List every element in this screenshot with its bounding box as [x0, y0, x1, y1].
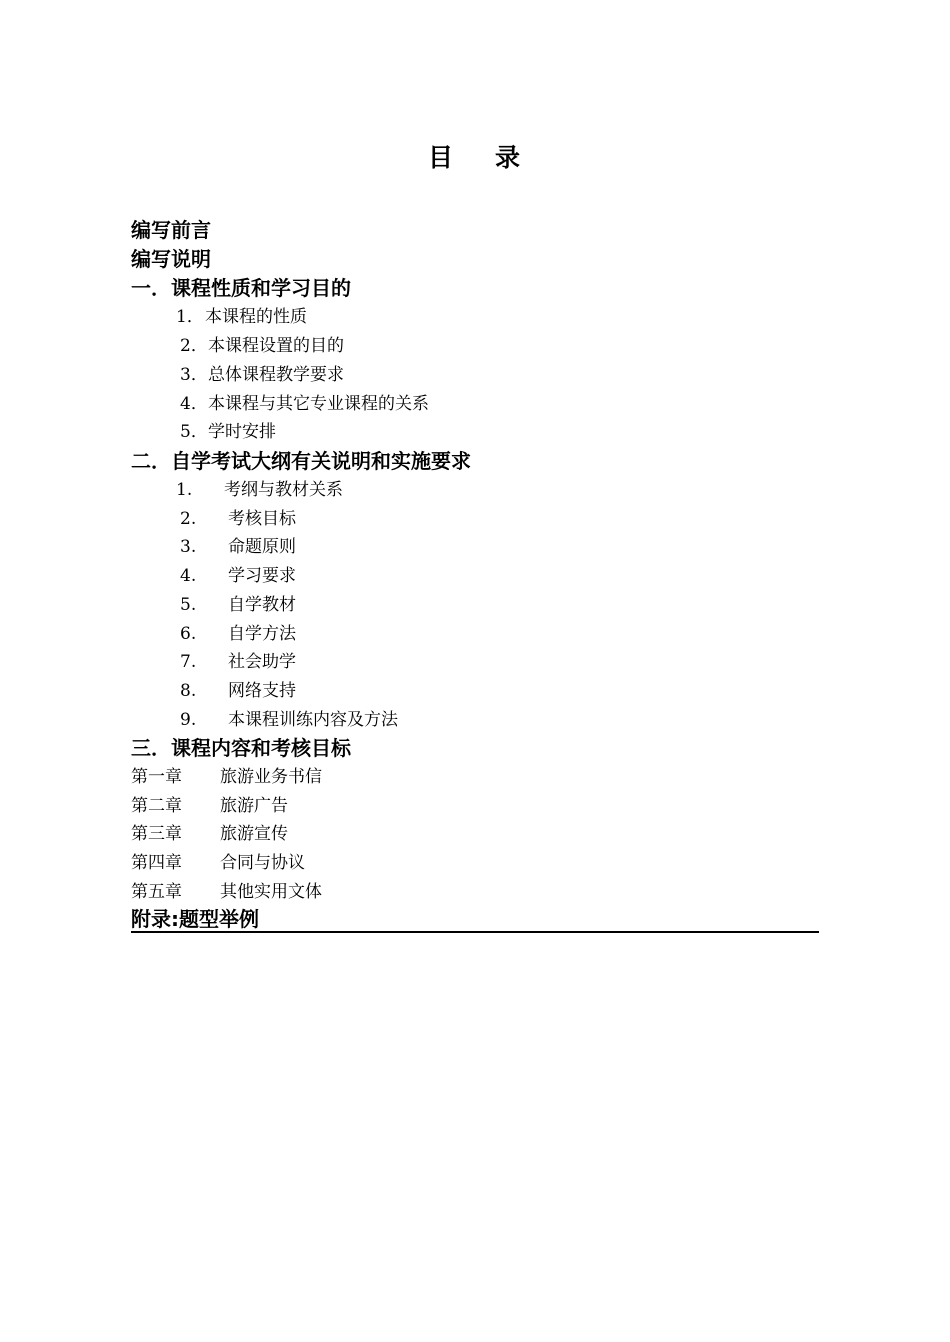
toc-chapter-label: 其他实用文体 — [220, 882, 322, 902]
toc-item-number: 8. — [180, 681, 197, 701]
toc-chapter[interactable] — [131, 877, 322, 902]
toc-item[interactable] — [180, 590, 296, 615]
toc-item-number: 1. — [176, 480, 193, 500]
toc-item-label: 考纲与教材关系 — [224, 480, 343, 500]
toc-section-2-heading[interactable]: 二．自学考试大纲有关说明和实施要求 — [131, 449, 471, 473]
toc-item-label: 本课程训练内容及方法 — [228, 710, 398, 730]
toc-item-number: 4． — [180, 394, 208, 414]
toc-section-1-heading[interactable]: 一．课程性质和学习目的 — [131, 276, 351, 300]
toc-chapter-number: 第三章 — [131, 824, 182, 844]
toc-item-label: 本课程的性质 — [205, 307, 307, 327]
toc-item[interactable] — [180, 331, 344, 356]
toc-chapter-number: 第四章 — [131, 853, 182, 873]
toc-chapter-number: 第二章 — [131, 796, 182, 816]
toc-item-label: 自学教材 — [228, 595, 296, 615]
toc-item-number: 5． — [180, 422, 208, 442]
toc-item[interactable] — [180, 705, 398, 730]
bottom-rule — [131, 931, 819, 933]
toc-item-label: 自学方法 — [228, 624, 296, 644]
toc-item-number: 1． — [176, 307, 204, 327]
toc-chapter[interactable] — [131, 848, 305, 873]
toc-item-number: 6. — [180, 624, 197, 644]
toc-item[interactable] — [180, 389, 429, 414]
toc-item-label: 考核目标 — [228, 509, 296, 529]
toc-item[interactable] — [180, 532, 296, 557]
toc-chapter-label: 旅游广告 — [220, 796, 288, 816]
toc-chapter-label: 合同与协议 — [220, 853, 305, 873]
toc-item[interactable] — [180, 561, 296, 586]
toc-item-number: 3． — [180, 365, 208, 385]
toc-title-char-1: 目 — [427, 143, 455, 172]
toc-item-label: 学习要求 — [228, 566, 296, 586]
toc-title-char-2: 录 — [495, 143, 523, 172]
toc-item[interactable] — [180, 676, 296, 701]
toc-item[interactable] — [180, 417, 276, 442]
toc-chapter[interactable] — [131, 791, 288, 816]
toc-item[interactable] — [180, 619, 296, 644]
toc-title — [0, 138, 950, 174]
toc-item[interactable] — [180, 504, 296, 529]
toc-item-number: 3. — [180, 537, 197, 557]
toc-item-number: 9. — [180, 710, 197, 730]
toc-item[interactable] — [176, 302, 307, 327]
toc-item-number: 4. — [180, 566, 197, 586]
toc-item-label: 学时安排 — [208, 422, 276, 442]
toc-item-label: 本课程设置的目的 — [208, 336, 344, 356]
toc-item-number: 5. — [180, 595, 197, 615]
toc-chapter-number: 第五章 — [131, 882, 182, 902]
toc-entry-preface[interactable]: 编写前言 — [131, 218, 211, 242]
toc-chapter-label: 旅游业务书信 — [220, 767, 322, 787]
toc-item[interactable] — [180, 647, 296, 672]
toc-item-label: 总体课程教学要求 — [208, 365, 344, 385]
toc-item-number: 2. — [180, 509, 197, 529]
toc-item-label: 网络支持 — [228, 681, 296, 701]
toc-item-label: 社会助学 — [228, 652, 296, 672]
toc-chapter[interactable] — [131, 762, 322, 787]
toc-item[interactable] — [180, 360, 344, 385]
toc-item-label: 本课程与其它专业课程的关系 — [208, 394, 429, 414]
toc-item[interactable] — [176, 475, 343, 500]
toc-item-number: 7. — [180, 652, 197, 672]
toc-entry-explanation[interactable]: 编写说明 — [131, 247, 211, 271]
toc-chapter[interactable] — [131, 819, 288, 844]
toc-item-number: 2． — [180, 336, 208, 356]
toc-chapter-label: 旅游宣传 — [220, 824, 288, 844]
toc-entry-appendix[interactable]: 附录:题型举例 — [131, 907, 259, 931]
toc-section-3-heading[interactable]: 三．课程内容和考核目标 — [131, 736, 351, 760]
toc-chapter-number: 第一章 — [131, 767, 182, 787]
toc-item-label: 命题原则 — [228, 537, 296, 557]
